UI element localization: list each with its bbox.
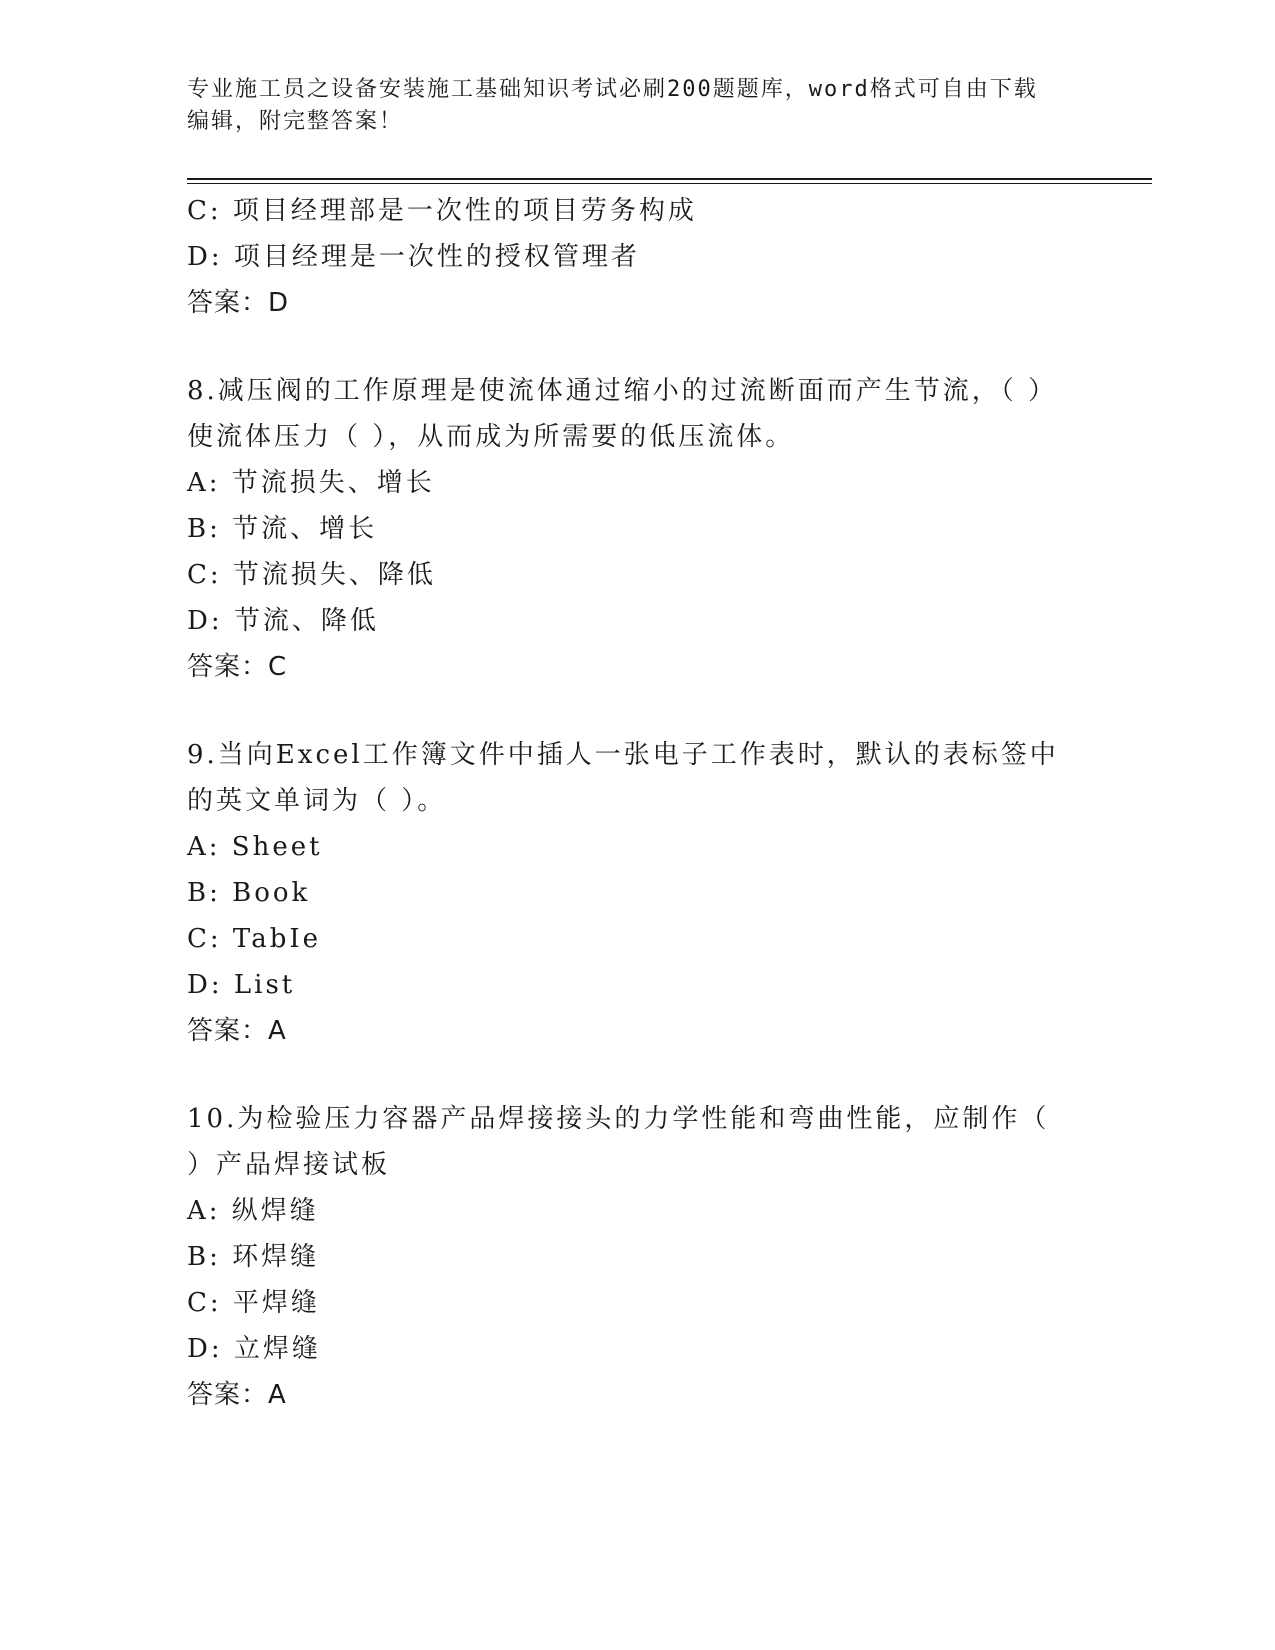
option-b: B: 环焊缝 xyxy=(187,1242,320,1272)
option-b: B: Book xyxy=(187,878,311,908)
question-8 xyxy=(187,368,1067,690)
header-divider-thin xyxy=(187,183,1152,184)
option-c: C: 平焊缝 xyxy=(187,1288,320,1318)
header-divider-thick xyxy=(187,178,1152,180)
option-d: D: 节流、降低 xyxy=(187,606,379,636)
option-d: D: 项目经理是一次性的授权管理者 xyxy=(187,242,640,272)
question-text-line-1: 9.当向Excel工作簿文件中插人一张电子工作表时，默认的表标签中 xyxy=(187,740,1059,770)
option-d: D: List xyxy=(187,970,296,1000)
option-d: D: 立焊缝 xyxy=(187,1334,321,1364)
question-spacer xyxy=(187,326,1067,368)
previous-question-tail xyxy=(187,188,1067,326)
question-10 xyxy=(187,1096,1067,1418)
question-text-line-1: 10.为检验压力容器产品焊接接头的力学性能和弯曲性能，应制作（ xyxy=(187,1104,1050,1134)
option-b: B: 节流、增长 xyxy=(187,514,378,544)
option-a: A: Sheet xyxy=(187,832,323,862)
answer-label: 答案：C xyxy=(187,652,288,682)
question-spacer xyxy=(187,1054,1067,1096)
answer-label: 答案：A xyxy=(187,1016,287,1046)
option-a: A: 纵焊缝 xyxy=(187,1196,319,1226)
question-text-line-2: 使流体压力（ ），从而成为所需要的低压流体。 xyxy=(187,422,795,452)
option-c: C: TabIe xyxy=(187,924,322,954)
header-title-line-2: 编辑，附完整答案！ xyxy=(187,109,404,134)
question-spacer xyxy=(187,690,1067,732)
question-list xyxy=(187,188,1067,1418)
question-9 xyxy=(187,732,1067,1054)
question-text-line-2: ）产品焊接试板 xyxy=(187,1150,391,1180)
question-text-line-1: 8.减压阀的工作原理是使流体通过缩小的过流断面而产生节流，（ ） xyxy=(187,376,1058,406)
option-c: C: 节流损失、降低 xyxy=(187,560,436,590)
answer-label: 答案：D xyxy=(187,288,290,318)
question-text-line-2: 的英文单词为（ ）。 xyxy=(187,786,447,816)
answer-label: 答案：A xyxy=(187,1380,287,1410)
option-c: C: 项目经理部是一次性的项目劳务构成 xyxy=(187,196,697,226)
option-a: A: 节流损失、增长 xyxy=(187,468,435,498)
document-header xyxy=(187,74,1067,138)
header-title-line-1: 专业施工员之设备安装施工基础知识考试必刷200题题库，word格式可自由下载 xyxy=(187,77,1038,102)
